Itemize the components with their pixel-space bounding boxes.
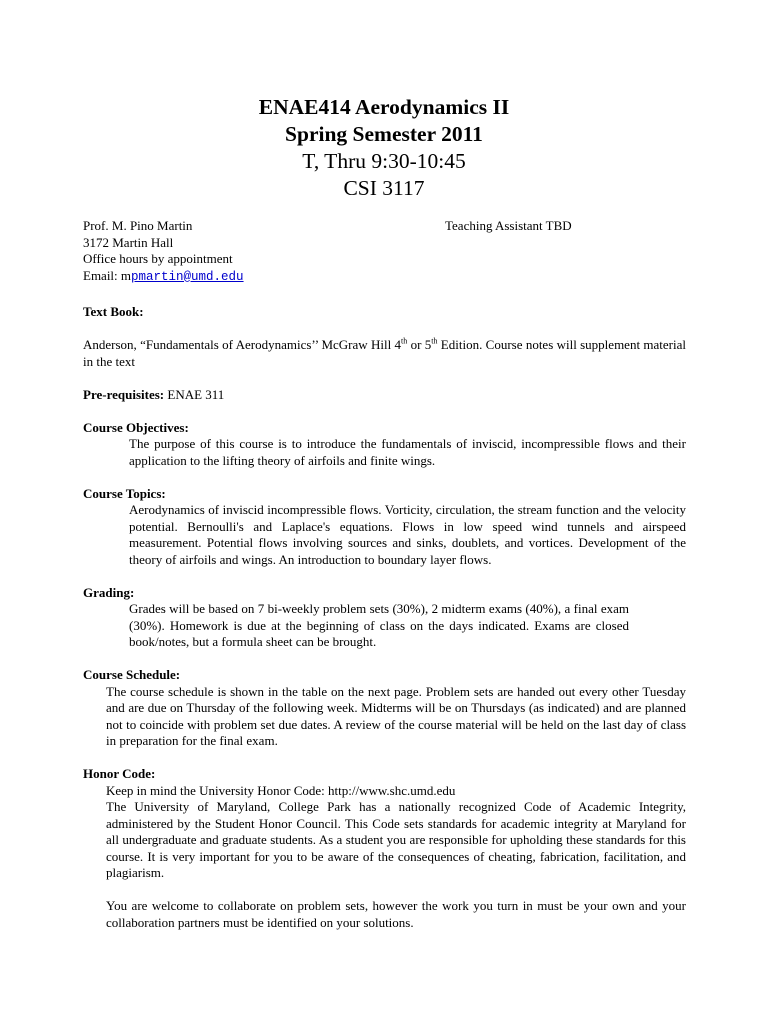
collaboration-text: You are welcome to collaborate on problem sets, however the work you turn in must be your own and your collaboration partners must be identified on your solutions. [106,898,686,930]
objectives-text: The purpose of this course is to introduce the fundamentals of inviscid, incompressible flows and their application to the lifting theory of airfoils and finite wings. [129,436,686,468]
email-link[interactable]: pmartin@umd.edu [131,269,244,284]
instructor-info [83,218,244,285]
office-hours: Office hours by appointment [83,251,233,266]
room: CSI 3117 [343,176,425,200]
honor-text: The University of Maryland, College Park has a nationally recognized Code of Academic Integrity, administered by the Student Honor Council. This Code sets standards for academic integrity at Maryland for all undergraduate and graduate students. As a student you are responsible for upholding these standards for this course. It is very important for you to be aware of the consequences of cheating, fabrication, facilitation, and plagiarism. [106,799,686,880]
schedule-heading: Course Schedule: [83,667,181,682]
textbook-heading: Text Book: [83,304,144,319]
prerequisites [83,387,686,404]
email-label: Email: m [83,267,132,283]
prereq-heading: Pre-requisites: [83,386,165,402]
textbook-text: Anderson, “Fundamentals of Aerodynamics’’ McGraw Hill 4th or 5th Edition. Course notes will supplement material in the text [83,336,686,369]
teaching-assistant: Teaching Assistant TBD [445,218,572,233]
grading-heading: Grading: [83,584,135,600]
objectives-heading: Course Objectives: [83,419,189,435]
topics-heading: Course Topics: [83,485,166,501]
grading-text: Grades will be based on 7 bi-weekly problem sets (30%), 2 midterm exams (40%), a final exam (30%). Homework is due at the beginning of class on the days indicated. Exams are closed book/notes, but a formula sheet can be brought. [129,601,629,649]
syllabus-body [83,304,686,931]
prereq-value: ENAE 311 [164,386,225,402]
title-block [0,94,768,202]
semester: Spring Semester 2011 [285,122,483,146]
instructor-name: Prof. M. Pino Martin [83,218,193,233]
honor-code-url-line: Keep in mind the University Honor Code: http://www.shc.umd.edu [106,782,456,798]
honor-heading: Honor Code: [83,766,156,781]
instructor-email [83,268,244,286]
topics-text: Aerodynamics of inviscid incompressible flows. Vorticity, circulation, the stream function and the velocity potential. Bernoulli's and Laplace's equations. Flows in low speed wind tunnels and airspeed measurement. Potential flows involving sources and sinks, doublets, and vortices. Development of the theory of airfoils and wings. An introduction to boundary layer flows. [129,502,686,567]
course-title: ENAE414 Aerodynamics II [258,95,510,119]
schedule-text: The course schedule is shown in the table on the next page. Problem sets are handed out every other Tuesday and are due on Thursday of the following week. Midterms will be on Thursdays (as indicated) and are planned not to coincide with problem set due dates. A review of the course material will be held on the last day of class in preparation for the final exam. [106,683,686,748]
class-schedule: T, Thru 9:30-10:45 [302,149,466,173]
instructor-office: 3172 Martin Hall [83,234,174,250]
